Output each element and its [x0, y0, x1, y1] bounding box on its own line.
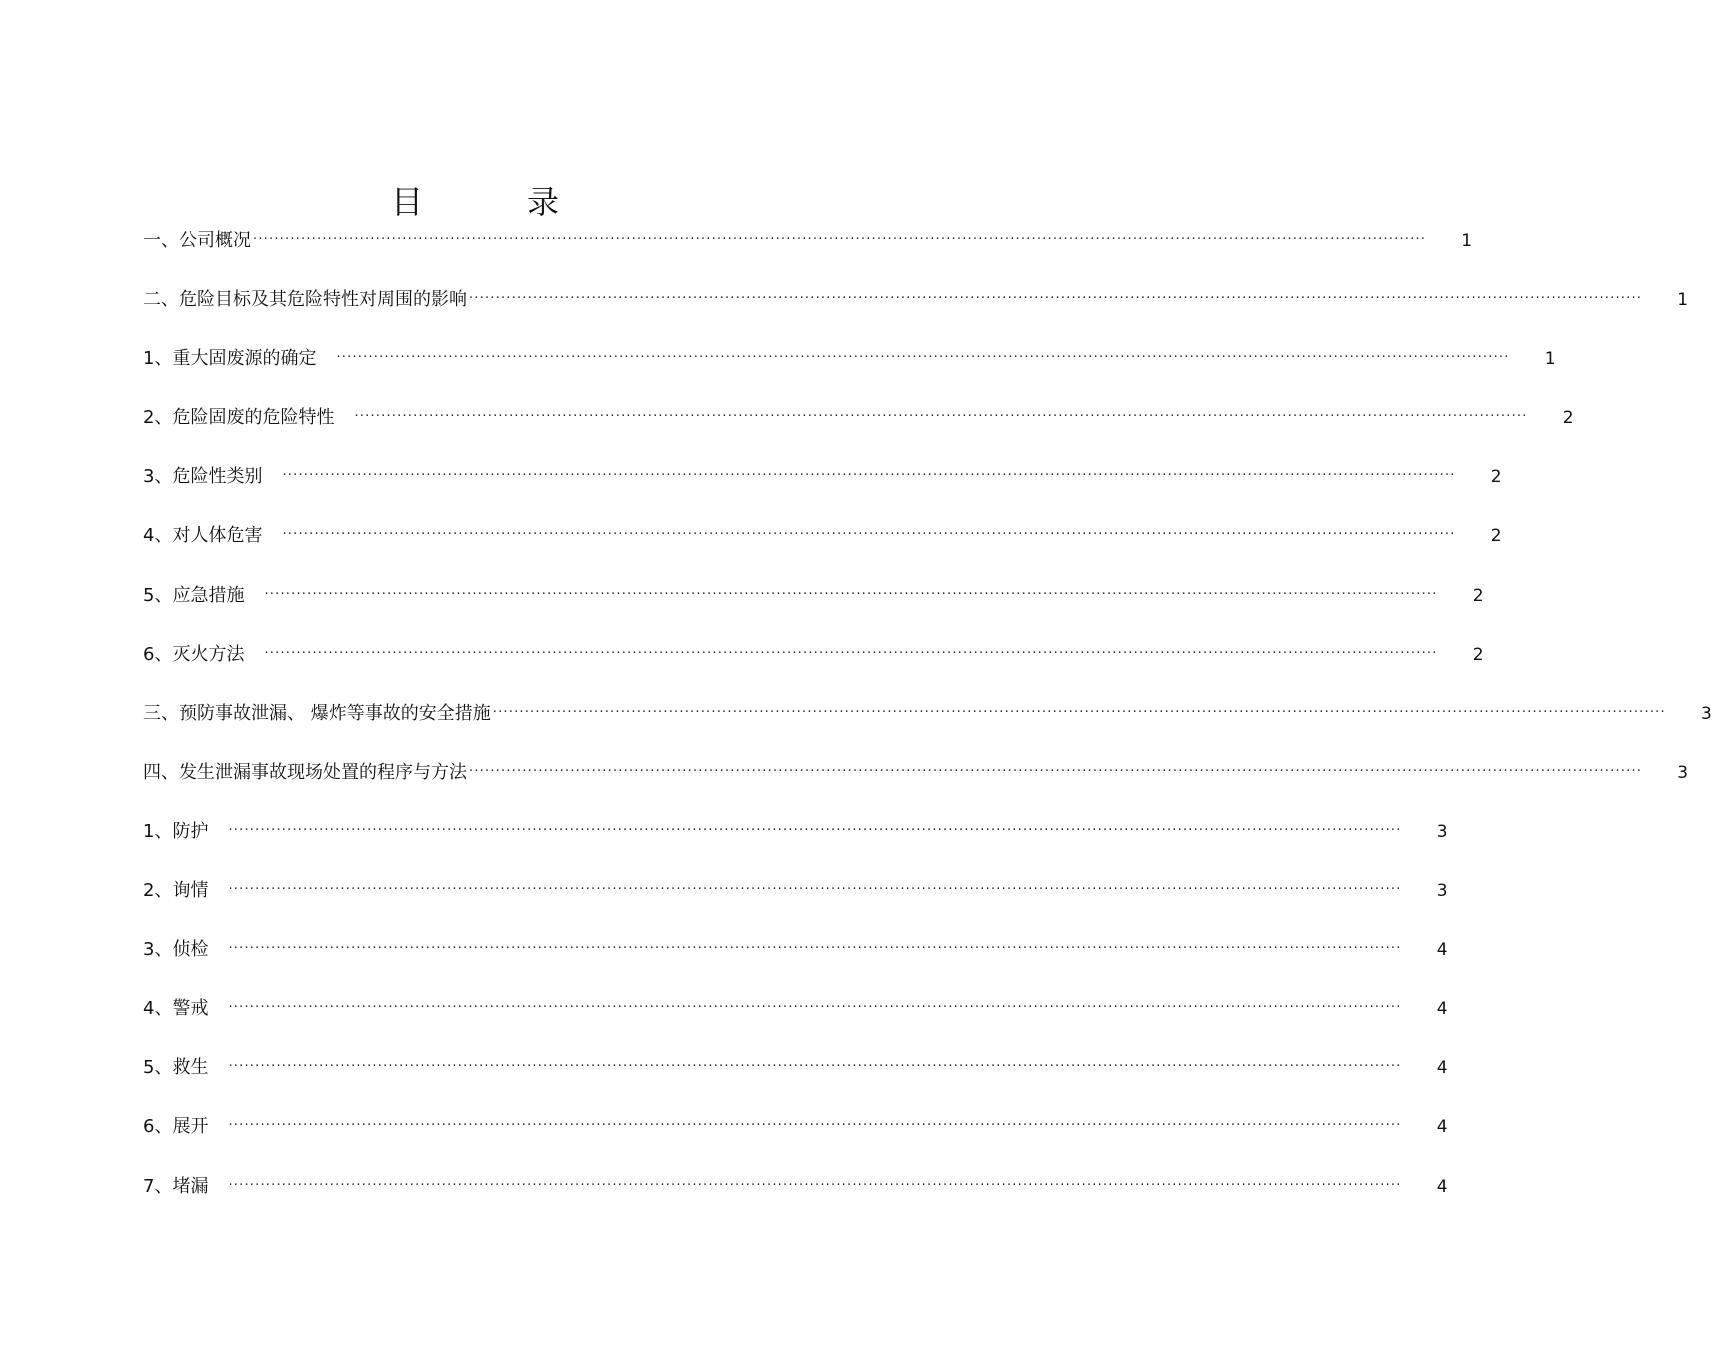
toc-page-number: 4: [1436, 1176, 1448, 1197]
toc-page-number: 1: [1461, 231, 1473, 251]
toc-entry[interactable]: [143, 699, 1712, 758]
toc-page-number: 2: [1472, 585, 1484, 606]
toc-page-number: 2: [1490, 526, 1502, 547]
toc-entry[interactable]: [143, 285, 1689, 344]
toc-entry-label: 5、救生: [143, 1057, 209, 1079]
toc-entry[interactable]: [143, 640, 1484, 699]
toc-page-number: 4: [1436, 1117, 1448, 1138]
toc-entry[interactable]: [143, 226, 1473, 285]
toc-dot-leader: ····························································································································································································································: [253, 232, 1427, 247]
toc-page-number: 4: [1436, 940, 1448, 961]
toc-page-number: 3: [1701, 703, 1712, 724]
toc-dot-leader: ····························································································································································································································: [336, 350, 1510, 366]
toc-page-number: 2: [1490, 467, 1502, 488]
toc-entry[interactable]: [143, 1053, 1448, 1112]
page-title: 目 录: [390, 183, 595, 222]
toc-entry-label: 3、侦检: [143, 939, 209, 961]
toc-entry-label: 4、对人体危害: [143, 525, 263, 547]
toc-entry-label: 4、警戒: [143, 998, 209, 1020]
toc-dot-leader: ····························································································································································································································: [264, 645, 1438, 661]
toc-dot-leader: ····························································································································································································································: [282, 468, 1456, 484]
toc-dot-leader: ····························································································································································································································: [228, 1059, 1402, 1075]
toc-entry-label: 2、询情: [143, 880, 209, 902]
toc-entry[interactable]: [143, 403, 1574, 462]
toc-page-number: 3: [1436, 821, 1448, 842]
toc-entry-label: 5、应急措施: [143, 584, 245, 606]
toc-entry-label: 3、危险性类别: [143, 466, 263, 488]
toc-entry[interactable]: [143, 876, 1448, 935]
toc-dot-leader: ····························································································································································································································: [228, 1118, 1402, 1134]
toc-entry[interactable]: [143, 521, 1502, 580]
toc-entry-label: 一、公司概况: [143, 230, 251, 251]
toc-page-number: 4: [1436, 999, 1448, 1020]
toc-page-number: 2: [1562, 408, 1574, 429]
toc-dot-leader: ····························································································································································································································: [228, 822, 1402, 838]
toc-page-number: 1: [1677, 290, 1689, 311]
toc-page-number: 3: [1677, 762, 1689, 783]
toc-entry[interactable]: [143, 817, 1448, 876]
toc-dot-leader: ····························································································································································································································: [282, 527, 1456, 543]
toc-entry[interactable]: [143, 344, 1556, 403]
toc-dot-leader: ····························································································································································································································: [228, 1177, 1402, 1193]
toc-entry-label: 四、发生泄漏事故现场处置的程序与方法: [143, 761, 467, 783]
toc-entry[interactable]: [143, 758, 1689, 817]
table-of-contents: [143, 226, 1712, 1231]
toc-entry[interactable]: [143, 462, 1502, 521]
toc-entry-label: 6、灭火方法: [143, 643, 245, 665]
toc-page-number: 3: [1436, 881, 1448, 902]
toc-entry[interactable]: [143, 1172, 1448, 1231]
toc-entry[interactable]: [143, 1112, 1448, 1171]
toc-entry-label: 2、危险固废的危险特性: [143, 407, 335, 429]
toc-entry[interactable]: [143, 994, 1448, 1053]
toc-entry[interactable]: [143, 935, 1448, 994]
toc-page-number: 2: [1472, 644, 1484, 665]
toc-entry-label: 二、危险目标及其危险特性对周围的影响: [143, 289, 467, 311]
toc-dot-leader: ····························································································································································································································: [264, 586, 1438, 602]
toc-dot-leader: ····························································································································································································································: [228, 941, 1402, 957]
toc-entry-label: 7、堵漏: [143, 1175, 209, 1197]
toc-dot-leader: ····························································································································································································································: [469, 763, 1643, 779]
toc-entry-label: 三、预防事故泄漏、 爆炸等事故的安全措施: [143, 702, 491, 724]
toc-entry-label: 1、重大固废源的确定: [143, 348, 317, 370]
toc-page-number: 1: [1544, 349, 1556, 370]
toc-dot-leader: ····························································································································································································································: [228, 1000, 1402, 1016]
toc-entry[interactable]: [143, 581, 1484, 640]
toc-entry-label: 6、展开: [143, 1116, 209, 1138]
toc-dot-leader: ····························································································································································································································: [492, 704, 1666, 720]
toc-page-number: 4: [1436, 1058, 1448, 1079]
toc-entry-label: 1、防护: [143, 820, 209, 842]
toc-dot-leader: ····························································································································································································································: [228, 882, 1402, 898]
toc-dot-leader: ····························································································································································································································: [469, 291, 1643, 307]
toc-dot-leader: ····························································································································································································································: [354, 409, 1528, 425]
